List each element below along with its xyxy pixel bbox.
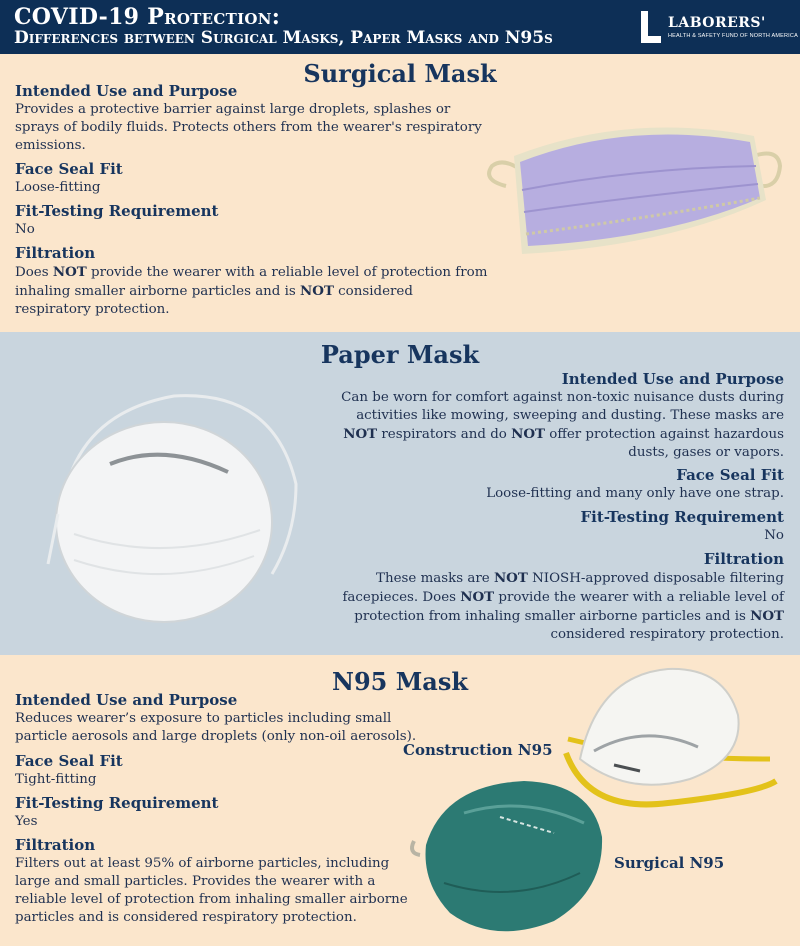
surgical-mask-section [0, 54, 800, 332]
surgical-n95-image [404, 773, 610, 939]
construction-n95-label: Construction N95 [403, 741, 553, 759]
surgical-filtration-text: Does NOT provide the wearer with a reliable level of protection from inhaling smaller airborne particles and is NOT considered respiratory protection. [15, 264, 488, 317]
surgical-filtration-block [15, 244, 490, 319]
paper-mask-title: Paper Mask [320, 340, 480, 369]
paper-mask-image [34, 384, 304, 634]
paper-fit-text: Loose-fitting and many only have one strap. [486, 486, 784, 501]
surgical-fit-text: Loose-fitting [15, 180, 101, 195]
header-banner [0, 0, 800, 54]
n95-filtration-text: Filters out at least 95% of airborne particles, including large and small particles. Provides the wearer with a reliable level of protection from inhaling smaller airborne particles and is considered respiratory protection. [15, 856, 408, 925]
n95-filtration-block [15, 836, 417, 927]
surgical-mask-image [478, 106, 788, 266]
surgical-fit-block [15, 160, 415, 197]
paper-filtration-text: These masks are NOT NIOSH-approved disposable filtering facepieces. Does NOT provide the wearer with a reliable level of protection from inhaling smaller airborne particles and is NOT considered respiratory protection. [342, 570, 784, 642]
paper-filtration-heading: Filtration [703, 550, 784, 568]
paper-mask-section [0, 332, 800, 655]
page-subtitle: Differences between Surgical Masks, Paper Masks and N95s [14, 28, 553, 48]
paper-fit-heading: Face Seal Fit [676, 466, 784, 484]
n95-mask-section [0, 655, 800, 946]
n95-test-heading: Fit-Testing Requirement [15, 794, 219, 812]
paper-filtration-block [340, 550, 784, 644]
surgical-test-block [15, 202, 415, 239]
n95-mask-title: N95 Mask [332, 667, 468, 696]
paper-fit-block [384, 466, 784, 503]
surgical-n95-label: Surgical N95 [614, 854, 725, 872]
n95-test-text: Yes [15, 814, 38, 829]
surgical-mask-title: Surgical Mask [303, 59, 497, 88]
laborers-logo [638, 9, 798, 47]
surgical-use-text: Provides a protective barrier against large droplets, splashes or sprays of bodily fluids. Protects others from the wearer's respiratory emissions. [15, 102, 482, 153]
surgical-test-heading: Fit-Testing Requirement [15, 202, 219, 220]
logo-name: LABORERS' [668, 15, 766, 31]
logo-subtitle: HEALTH & SAFETY FUND OF NORTH AMERICA [668, 33, 798, 39]
n95-test-block [15, 794, 375, 831]
paper-use-heading: Intended Use and Purpose [561, 370, 784, 388]
surgical-test-text: No [15, 222, 35, 237]
paper-test-block [384, 508, 784, 545]
surgical-use-block [15, 82, 485, 155]
n95-use-text: Reduces wearer’s exposure to particles including small particle aerosols and large droplets (only non-oil aerosols). [15, 711, 417, 744]
n95-filtration-heading: Filtration [15, 836, 96, 854]
paper-test-text: No [764, 528, 784, 543]
paper-use-text: Can be worn for comfort against non-toxic nuisance dusts during activities like mowing, sweeping and dusting. These masks are NOT respirators and do NOT offer protection against hazardous dusts, gases or vapors. [341, 390, 784, 460]
logo-mark-icon [638, 9, 662, 45]
surgical-use-heading: Intended Use and Purpose [15, 82, 238, 100]
n95-use-block [15, 691, 445, 746]
n95-use-heading: Intended Use and Purpose [15, 691, 238, 709]
page-title: COVID-19 Protection: [14, 4, 281, 30]
n95-fit-heading: Face Seal Fit [15, 752, 123, 770]
surgical-fit-heading: Face Seal Fit [15, 160, 123, 178]
n95-fit-block [15, 752, 375, 789]
paper-use-block [320, 370, 784, 462]
surgical-filtration-heading: Filtration [15, 244, 96, 262]
paper-test-heading: Fit-Testing Requirement [580, 508, 784, 526]
n95-fit-text: Tight-fitting [15, 772, 97, 787]
